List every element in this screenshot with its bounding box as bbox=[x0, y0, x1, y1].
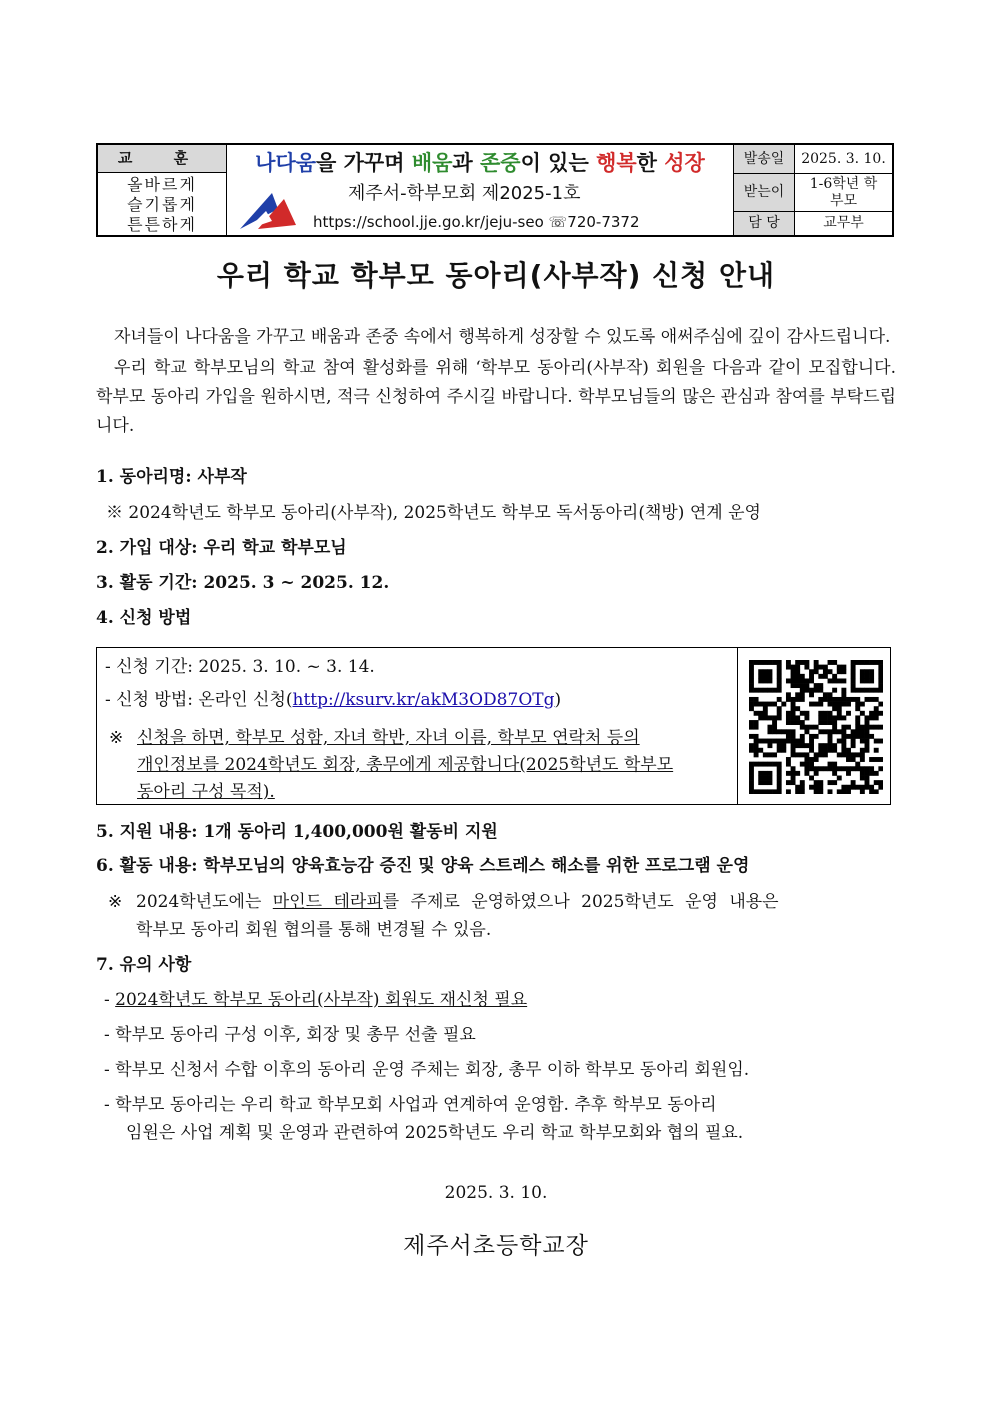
motto-text: 올바르게 슬기롭게 튼튼하게 bbox=[127, 175, 197, 234]
manager-label: 담 당 bbox=[734, 212, 794, 235]
apply-period: - 신청 기간: 2025. 3. 10. ~ 3. 14. bbox=[105, 657, 375, 677]
privacy-notice-line: 동아리 구성 목적). bbox=[137, 782, 275, 802]
section-5-heading: 5. 지원 내용: 1개 동아리 1,400,000원 활동비 지원 bbox=[96, 822, 498, 842]
section-1-note: ※ 2024학년도 학부모 동아리(사부작), 2025학년도 학부모 독서동아리(책방) 연계 운영 bbox=[106, 503, 761, 523]
slogan-part: 존중 bbox=[480, 151, 521, 175]
principal-signature: 제주서초등학교장 bbox=[403, 1233, 589, 1259]
intro-greeting: 자녀들이 나다움을 가꾸고 배움과 존중 속에서 행복하게 성장할 수 있도록 애써주심에 깊이 감사드립니다. bbox=[114, 327, 891, 347]
recipient-label: 받는이 bbox=[734, 174, 794, 211]
send-date-value: 2025. 3. 10. bbox=[801, 151, 886, 167]
privacy-notice-line: 신청을 하면, 학부모 성함, 자녀 학반, 자녀 이름, 학부모 연락처 등의 bbox=[137, 728, 640, 748]
section-1-heading: 1. 동아리명: 사부작 bbox=[96, 467, 247, 487]
contact-info: https://school.jje.go.kr/jeju-seo ☏720-7372 bbox=[313, 213, 640, 231]
slogan-part: 성장 bbox=[664, 151, 705, 175]
school-slogan bbox=[227, 147, 733, 179]
document-number: 제주서-학부모회 제2025-1호 bbox=[348, 183, 581, 204]
issue-date: 2025. 3. 10. bbox=[444, 1183, 548, 1203]
school-logo bbox=[238, 191, 300, 231]
intro-body: 우리 학교 학부모님의 학교 참여 활성화를 위해 ‘학부모 동아리(사부작) 회원을 다음과 같이 모집합니다. 학부모 동아리 가입을 원하시면, 적극 신청하여 주시길 바랍니다. 학부모님들의 많은 관심과 참여를 부탁드립니다. bbox=[96, 358, 896, 436]
caution-item: - 학부모 신청서 수합 이후의 동아리 운영 주체는 회장, 총무 이하 학부모 동아리 회원임. bbox=[104, 1060, 750, 1080]
section-6-heading: 6. 활동 내용: 학부모님의 양육효능감 증진 및 양육 스트레스 해소를 위한 프로그램 운영 bbox=[96, 856, 750, 876]
section-6-note: 2024학년도에는 마인드 테라피를 주제로 운영하였으나 2025학년도 운영 내용은 bbox=[136, 892, 779, 912]
caution-item: - 학부모 동아리 구성 이후, 회장 및 총무 선출 필요 bbox=[104, 1025, 476, 1045]
letterhead bbox=[96, 143, 894, 237]
slogan-part: 한 bbox=[636, 151, 665, 175]
privacy-notice-line: 개인정보를 2024학년도 회장, 총무에게 제공합니다(2025학년도 학부모 bbox=[137, 755, 674, 775]
document-title: 우리 학교 학부모 동아리(사부작) 신청 안내 bbox=[216, 259, 776, 292]
caution-item: - 2024학년도 학부모 동아리(사부작) 회원도 재신청 필요 bbox=[104, 990, 528, 1010]
section-2-heading: 2. 가입 대상: 우리 학교 학부모님 bbox=[96, 538, 347, 558]
section-6-note-mark: ※ bbox=[108, 892, 123, 912]
caution-item-continued: 임원은 사업 계획 및 운영과 관련하여 2025학년도 우리 학교 학부모회와 협의 필요. bbox=[126, 1123, 744, 1143]
apply-method: - 신청 방법: 온라인 신청(http://ksurv.kr/akM3OD87OTg) bbox=[105, 690, 562, 710]
slogan-part: 배움 bbox=[411, 151, 453, 175]
slogan-part: 을 가꾸며 bbox=[316, 151, 412, 175]
mind-therapy-term: 마인드 테라피 bbox=[272, 892, 383, 912]
send-date-label: 발송일 bbox=[734, 145, 794, 173]
slogan-part: 이 있는 bbox=[520, 151, 597, 175]
motto-title: 교 훈 bbox=[98, 145, 226, 172]
slogan-part: 나다움 bbox=[255, 151, 317, 175]
manager-value: 교무부 bbox=[823, 215, 864, 231]
slogan-part: 행복 bbox=[596, 151, 637, 175]
survey-link[interactable]: http://ksurv.kr/akM3OD87OTg bbox=[292, 690, 555, 710]
recipient-value: 1-6학년 학부모 bbox=[809, 176, 878, 209]
caution-item: - 학부모 동아리는 우리 학교 학부모회 사업과 연계하여 운영함. 추후 학부모 동아리 bbox=[104, 1095, 717, 1115]
notice-mark: ※ bbox=[109, 728, 124, 748]
section-6-note-line2: 학부모 동아리 회원 협의를 통해 변경될 수 있음. bbox=[136, 920, 492, 940]
slogan-part: 과 bbox=[452, 151, 480, 175]
application-box bbox=[96, 647, 891, 805]
section-4-heading: 4. 신청 방법 bbox=[96, 608, 192, 628]
qr-code[interactable] bbox=[749, 660, 883, 794]
section-3-heading: 3. 활동 기간: 2025. 3 ~ 2025. 12. bbox=[96, 573, 390, 593]
section-7-heading: 7. 유의 사항 bbox=[96, 955, 192, 975]
